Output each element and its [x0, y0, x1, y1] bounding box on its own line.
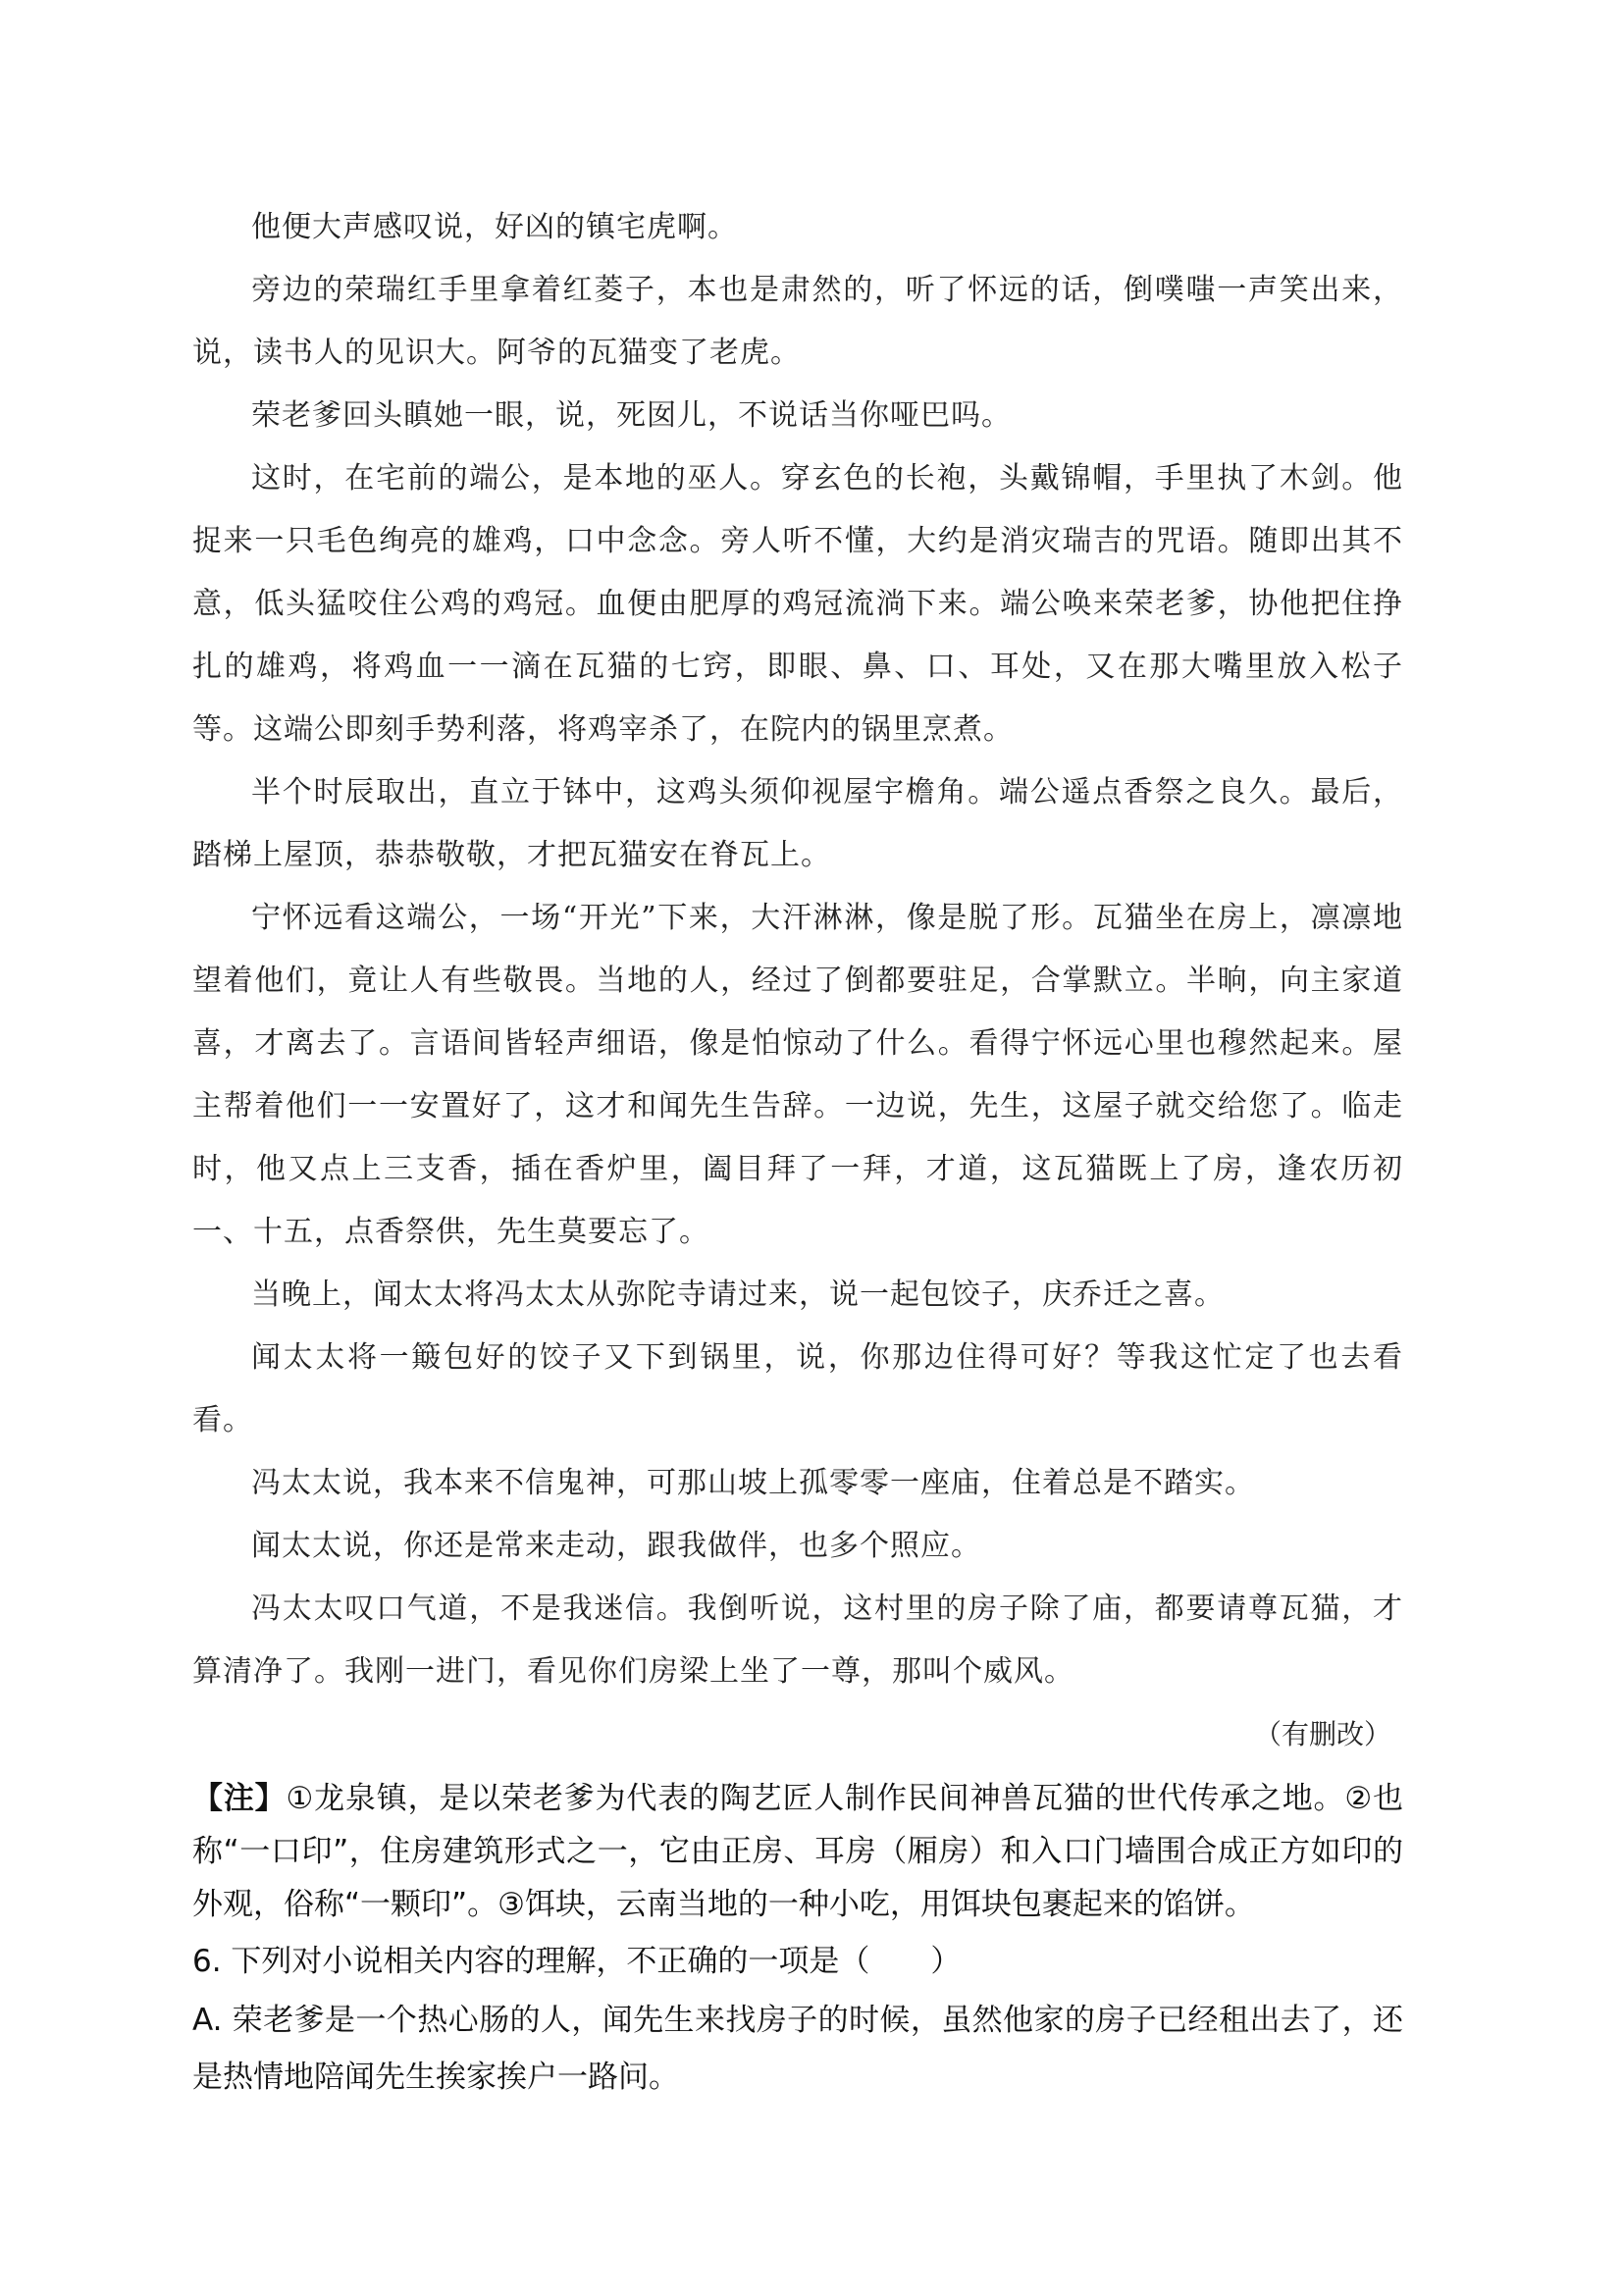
story-paragraph: 宁怀远看这端公，一场“开光”下来，大汗淋淋，像是脱了形。瓦猫坐在房上，凛凛地望着他们，竟让人有些敬畏。当地的人，经过了倒都要驻足，合掌默立。半晌，向主家道喜，才离去了。言语间皆轻声细语，像是怕惊动了什么。看得宁怀远心里也穆然起来。屋主帮着他们一一安置好了，这才和闻先生告辞。一边说，先生，这屋子就交给您了。临走时，他又点上三支香，插在香炉里，阖目拜了一拜，才道，这瓦猫既上了房，逢农历初一、十五，点香祭供，先生莫要忘了。 [192, 901, 1403, 1249]
story-paragraph: 旁边的荣瑞红手里拿着红菱子，本也是肃然的，听了怀远的话，倒噗嗤一声笑出来，说，读书人的见识大。阿爷的瓦猫变了老虎。 [192, 273, 1403, 370]
note-label: 【注】 [192, 1781, 287, 1816]
story-paragraph: 这时，在宅前的端公，是本地的巫人。穿玄色的长袍，头戴锦帽，手里执了木剑。他捉来一只毛色绚亮的雄鸡，口中念念。旁人听不懂，大约是消灾瑞吉的咒语。随即出其不意，低头猛咬住公鸡的鸡冠。血便由肥厚的鸡冠流淌下来。端公唤来荣老爹，协他把住挣扎的雄鸡，将鸡血一一滴在瓦猫的七窍，即眼、鼻、口、耳处，又在那大嘴里放入松子等。这端公即刻手势利落，将鸡宰杀了，在院内的锅里烹煮。 [192, 461, 1403, 747]
question-option-a: A. 荣老爹是一个热心肠的人，闻先生来找房子的时候，虽然他家的房子已经租出去了，还是热情地陪闻先生挨家挨户一路问。 [192, 2003, 1403, 2095]
annotation-note [192, 1772, 1403, 1931]
story-paragraph: 他便大声感叹说，好凶的镇宅虎啊。 [251, 210, 738, 244]
story-paragraph: 闻太太说，你还是常来走动，跟我做伴，也多个照应。 [251, 1529, 981, 1563]
question-stem: 6. 下列对小说相关内容的理解，不正确的一项是（ ） [192, 1944, 962, 1979]
note-text: ①龙泉镇，是以荣老爹为代表的陶艺匠人制作民间神兽瓦猫的世代传承之地。②也称“一口印”，住房建筑形式之一，它由正房、耳房（厢房）和入口门墙围合成正方如印的外观，俗称“一颗印”。③饵块，云南当地的一种小吃，用饵块包裹起来的馅饼。 [192, 1781, 1403, 1922]
story-paragraph: 冯太太叹口气道，不是我迷信。我倒听说，这村里的房子除了庙，都要请尊瓦猫，才算清净了。我刚一进门，看见你们房梁上坐了一尊，那叫个威风。 [192, 1592, 1403, 1689]
document-page [192, 196, 1403, 2106]
story-paragraph: 闻太太将一簸包好的饺子又下到锅里，说，你那边住得可好？等我这忙定了也去看看。 [192, 1340, 1403, 1437]
story-paragraph: 当晚上，闻太太将冯太太从弥陀寺请过来，说一起包饺子，庆乔迁之喜。 [251, 1278, 1225, 1312]
story-paragraph: 冯太太说，我本来不信鬼神，可那山坡上孤零零一座庙，住着总是不踏实。 [251, 1466, 1255, 1500]
story-paragraph: 半个时辰取出，直立于钵中，这鸡头须仰视屋宇檐角。端公遥点香祭之良久。最后，踏梯上屋顶，恭恭敬敬，才把瓦猫安在脊瓦上。 [192, 775, 1403, 872]
source-note: （有删改） [1253, 1718, 1391, 1750]
story-text [192, 196, 1403, 1766]
story-paragraph: 荣老爹回头瞋她一眼，说，死囡儿，不说话当你哑巴吗。 [251, 398, 1012, 433]
